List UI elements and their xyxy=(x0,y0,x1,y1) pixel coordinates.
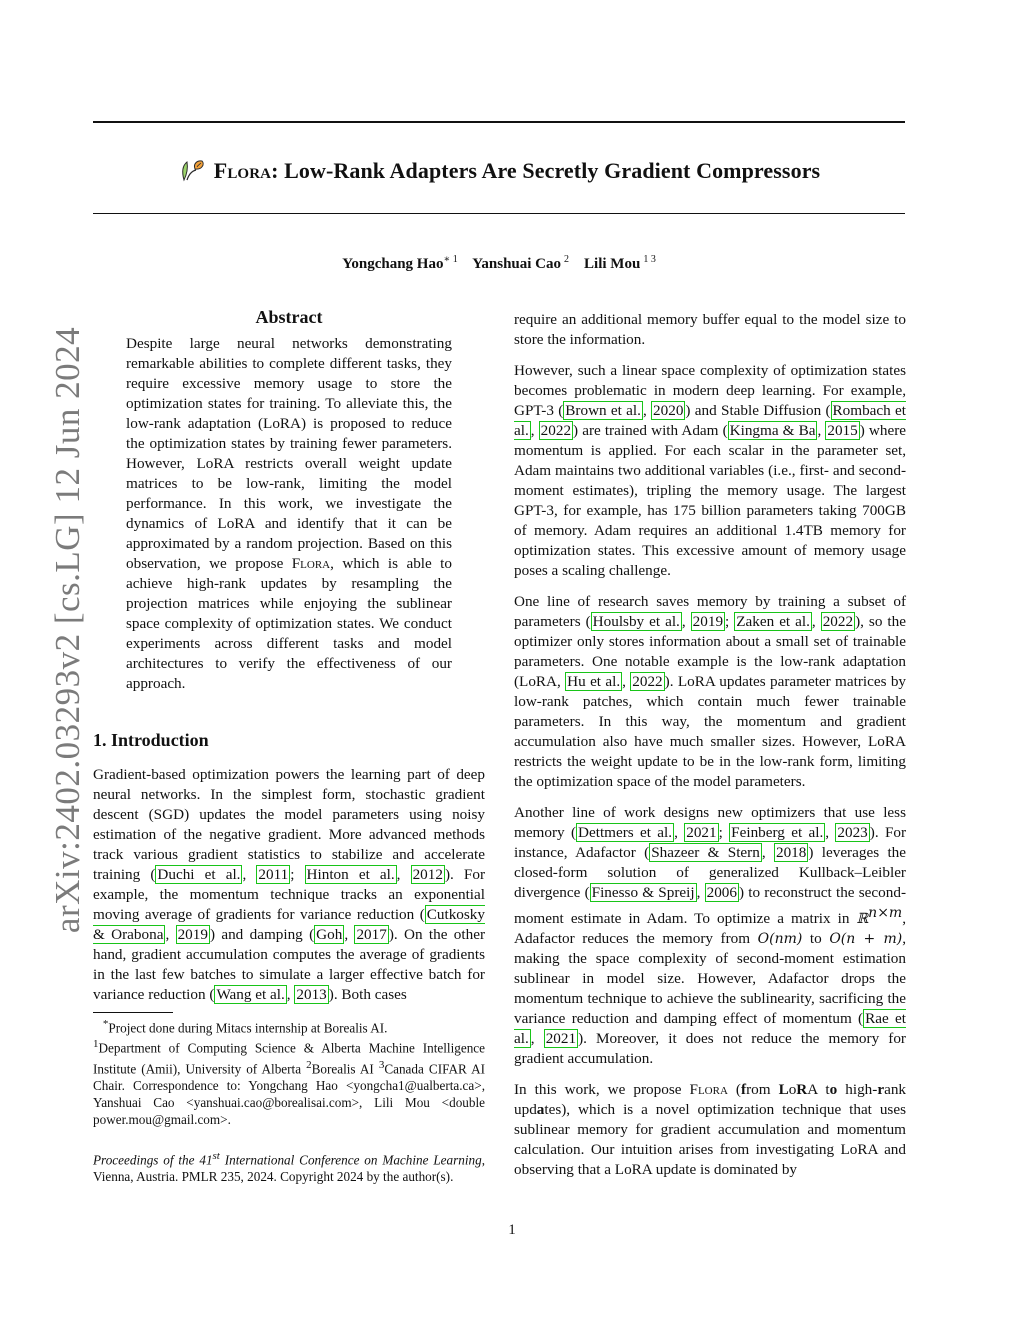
text: One line of research saves memory by training a subset of parameters ( xyxy=(514,593,906,630)
author-name: Lili Mou xyxy=(584,256,641,272)
author-affil: ∗ 1 xyxy=(443,254,458,265)
text: high- xyxy=(837,1081,878,1099)
citation-link[interactable]: 2021 xyxy=(545,1030,577,1048)
citation-link[interactable]: 2022 xyxy=(822,613,854,630)
proceedings-note xyxy=(93,1148,485,1185)
citation-link[interactable]: Rombach et al. xyxy=(514,402,907,439)
author-name: Yongchang Hao xyxy=(342,256,444,272)
citation-link[interactable]: Goh xyxy=(316,926,343,943)
text: In this work, we propose xyxy=(514,1081,690,1099)
text: However, such a linear space complexity of optimization states becomes problematic in modern deep learning. For example, GPT-3 ( xyxy=(514,362,906,419)
paragraph: Gradient-based optimization powers the learning part of deep neural networks. In the simplest form, stochastic gradient descent (SGD) updates the model parameters using noisy estimation of the negative gradient. More advanced methods track various gradient statistics to stabilize and accelerate training ( Duchi et al. , 2011 ; Hinton et al. , 2012 ). For example, the momentum technique tracks an exponential moving average of gradients for variance reduction ( Cutkosky & Orabona , 2019 ) and damping ( Goh , 2017 ). On the other hand, gradient accumulation computes the average of gradients in the last few batches to simulate a larger effective batch for variance reduction ( Wang et al. , 2013 ). Both cases xyxy=(93,766,486,1003)
footnote-mark: 3 xyxy=(378,1058,385,1071)
flora-name: Flora xyxy=(689,1081,728,1099)
text: Another line of work designs new optimizers that use less memory ( xyxy=(514,804,906,841)
acronym-letter: r xyxy=(877,1081,885,1099)
citation-link[interactable]: Feinberg et al. xyxy=(731,824,824,841)
introduction-body xyxy=(93,765,485,1016)
section-heading-introduction: 1. Introduction xyxy=(93,730,209,750)
citation-link[interactable]: Dettmers et al. xyxy=(578,824,673,841)
citation-link[interactable]: Brown et al. xyxy=(565,402,641,419)
paragraph: Another line of work designs new optimizers that use less memory ( Dettmers et al. , 2021 ; Feinberg et al. , 2023 ). For instance, Adafactor ( Shazeer & Stern , 2018 ) leverages the closed-form solution of generalized Kullback–Leibler divergence ( Finesso & Spreij , 2006 ) to reconstruct the second-moment estimate in Adam. To optimize a matrix in ℝ$^{n\times m}$, Adafactor reduces the memory from O(nm) to O(n + m), making the space complexity of second-moment estimation sublinear in model size. However, Adafactor drops the momentum technique to achieve the sublinearity, sacrificing the variance reduction and damping effect of momentum ( Rae et al. , 2021 ). Moreover, it does not reduce the memory for gradient accumulation. xyxy=(514,804,907,1068)
citation-link[interactable]: Wang et al. xyxy=(216,986,285,1003)
text: st xyxy=(212,1150,220,1162)
text: ) leverages the closed-form solution of generalized Kullback–Leibler divergence ( xyxy=(514,844,907,901)
text: , Vienna, Austria. PMLR 235, 2024. Copyright 2024 by the author(s). xyxy=(93,1152,485,1185)
text: ) to reconstruct the second-moment estimate in Adam. To optimize a matrix in xyxy=(514,884,906,928)
footnote-text: Canada CIFAR AI Chair. Correspondence to: Yongchang Hao <yongcha1@ualberta.ca>, Yanshuai Cao <yanshuai.cao@borealisai.com>, Lili Mou <double power.mou@gmail.com>. xyxy=(93,1061,485,1128)
citation-link[interactable]: 2013 xyxy=(296,986,327,1003)
citation-link[interactable]: Kingma & Ba xyxy=(729,422,816,439)
citation-link[interactable]: Shazeer & Stern xyxy=(651,844,760,861)
paragraph: One line of research saves memory by training a subset of parameters ( Houlsby et al. , 2019 ; Zaken et al. , 2022 ), so the optimizer only stores information about a small set of trainable parameters. One notable example is the low-rank adaptation (LoRA, Hu et al. , 2022 ). LoRA updates parameter matrices by low-rank patches, which contain much fewer trainable parameters. In this way, the momentum and gradient accumulation also have much smaller sizes. However, LoRA restricts the weight update to be in the low-rank form, limiting the optimization space of the model parameters. xyxy=(514,593,907,790)
flora-flower-icon xyxy=(178,158,206,188)
citation-link[interactable]: 2018 xyxy=(775,844,807,861)
citation-link[interactable]: 2020 xyxy=(653,402,684,419)
author-name: Yanshuai Cao xyxy=(472,256,562,272)
text: ). For instance, Adafactor ( xyxy=(514,824,907,861)
text: o xyxy=(788,1081,797,1099)
citation-link[interactable]: 2017 xyxy=(356,926,387,943)
abstract-text: Despite large neural networks demonstrating remarkable abilities to complete different tasks, they require excessive memory usage to store the optimization states for training. To alleviate this, the low-rank adaptation (LoRA) is proposed to reduce the optimization states by training fewer parameters. However, LoRA restricts overall weight update matrices to be low-rank, limiting the model performance. In this work, we investigate the dynamics of LoRA and identify that it can be approximated by a random projection. Based on this observation, we propose xyxy=(126,335,452,572)
citation-link[interactable]: 2012 xyxy=(412,866,443,883)
citation-link[interactable]: 2023 xyxy=(837,824,868,841)
text: ) and Stable Diffusion ( xyxy=(685,402,831,419)
footnote-text: Project done during Mitacs internship at Borealis AI. xyxy=(108,1020,388,1036)
text: ). Moreover, it does not reduce the memory for gradient accumulation. xyxy=(514,1030,906,1068)
citation-link[interactable]: 2006 xyxy=(706,884,737,901)
acronym-letter: a xyxy=(536,1101,545,1119)
text: A t xyxy=(807,1081,830,1099)
math-reals: ℝ xyxy=(856,911,869,928)
text: , making the space complexity of second-moment estimation sublinear in model size. However, Adafactor drops the momentum technique to achieve the sublinearity, sacrificing the variance reduction and damping effect of momentum ( xyxy=(514,930,907,1028)
citation-link[interactable]: 2021 xyxy=(686,824,717,841)
author-affil: 1 3 xyxy=(643,254,656,265)
citation-link[interactable]: Cutkosky & Orabona xyxy=(93,906,485,943)
page-number: 1 xyxy=(508,1222,516,1238)
math-complexity: O(n + m) xyxy=(829,931,903,948)
citation-link[interactable]: Houlsby et al. xyxy=(592,613,680,630)
footnote xyxy=(93,1036,485,1128)
citation-link[interactable]: Finesso & Spreij xyxy=(591,884,695,901)
author-list xyxy=(93,254,905,273)
paragraph: require an additional memory buffer equal to the model size to store the information. xyxy=(514,311,906,348)
abstract-body xyxy=(126,334,452,694)
citation-link[interactable]: 2022 xyxy=(632,673,663,690)
citation-link[interactable]: 2022 xyxy=(540,422,572,439)
text: Gradient-based optimization powers the learning part of deep neural networks. In the simplest form, stochastic gradient descent (SGD) updates the model parameters using noisy estimation of the negative gradient. More advanced methods track various gradient statistics to stabilize and accelerate training ( xyxy=(93,766,485,883)
arxiv-identifier: arXiv:2402.03293v2 [cs.LG] 12 Jun 2024 xyxy=(48,326,87,934)
citation-link[interactable]: Hinton et al. xyxy=(306,866,395,883)
footnote-mark: 1 xyxy=(93,1038,99,1051)
text: rom xyxy=(746,1081,779,1099)
footnotes xyxy=(93,1016,485,1128)
abstract-flora: Flora xyxy=(291,555,331,572)
text: ; xyxy=(290,866,305,883)
acronym-letter: o xyxy=(829,1081,838,1099)
acronym-letter: L xyxy=(778,1081,789,1099)
title-flora: Flora xyxy=(213,158,272,183)
citation-link[interactable]: 2015 xyxy=(827,422,858,439)
footnote-mark: 2 xyxy=(306,1058,312,1071)
citation-link[interactable]: Rae et al. xyxy=(514,1010,906,1048)
math-complexity: O(nm) xyxy=(757,931,803,948)
citation-link[interactable]: 2019 xyxy=(177,926,208,943)
title-rest: : Low-Rank Adapters Are Secretly Gradient Compressors xyxy=(271,158,821,183)
paper-title xyxy=(93,158,905,188)
citation-link[interactable]: Hu et al. xyxy=(567,673,621,690)
abstract-text: , which is able to achieve high-rank updates by resampling the projection matrices while enjoying the sublinear space complexity of optimization states. We conduct experiments across different tasks and model architectures to verify the effectiveness of our approach. xyxy=(126,555,452,692)
acronym-letter: R xyxy=(796,1081,808,1099)
text: ) and damping ( xyxy=(209,926,315,943)
text: tes), which is a novel optimization technique that uses sublinear memory for gradient accumulation and momentum calculation. Our intuition arises from investigating LoRA and observing that a LoRA update is dominated by xyxy=(514,1101,906,1179)
title-rule-bottom xyxy=(93,213,905,214)
footnote-rule xyxy=(93,1012,173,1013)
text: ( xyxy=(727,1081,741,1099)
paragraph: However, such a linear space complexity of optimization states becomes problematic in modern deep learning. For example, GPT-3 ( Brown et al. , 2020 ) and Stable Diffusion ( Rombach et al. , 2022 ) are trained with Adam ( Kingma & Ba , 2015 ) where momentum is applied. For each scalar in the parameter set, Adam maintains two additional variables (i.e., first- and second-moment estimates), tripling the memory usage. The largest GPT-3, for example, has 175 billion parameters taking 700GB of memory. Adam requires an additional 1.4TB memory for optimization states. This excessive amount of memory usage poses a scaling challenge. xyxy=(514,362,907,579)
citation-link[interactable]: Zaken et al. xyxy=(736,613,810,630)
footnote-text: Borealis AI xyxy=(311,1061,379,1077)
text: ; xyxy=(725,613,735,630)
citation-link[interactable]: 2011 xyxy=(258,866,289,883)
text: ; xyxy=(718,824,730,841)
text: ), so the optimizer only stores information about a small set of trainable parameters. One notable example is the low-rank adaptation (LoRA, xyxy=(514,613,906,690)
acronym-letter: f xyxy=(741,1081,747,1099)
text: International Conference on Machine Learning xyxy=(219,1152,482,1168)
text: ) are trained with Adam ( xyxy=(573,422,728,439)
text: , Adafactor reduces the memory from xyxy=(514,910,906,948)
text: ). For example, the momentum technique tracks an exponential moving average of gradients for variance reduction ( xyxy=(93,866,485,923)
text: ank upd xyxy=(514,1081,907,1119)
footnote-mark: * xyxy=(102,1018,109,1030)
citation-link[interactable]: 2019 xyxy=(692,613,724,630)
text: 41 xyxy=(199,1152,213,1168)
math-exponent: n×m xyxy=(868,905,903,921)
text: ). On the other hand, gradient accumulation computes the average of gradients in the last few batches to simulate a larger effective batch for variance reduction ( xyxy=(93,926,486,1003)
title-rule-top xyxy=(93,121,905,123)
citation-link[interactable]: Duchi et al. xyxy=(157,866,241,883)
text: ) where momentum is applied. For each scalar in the parameter set, Adam maintains two additional variables (i.e., first- and second-moment estimates), tripling the memory usage. The largest GPT-3, for example, has 175 billion parameters taking 700GB of memory. Adam requires an additional 1.4TB memory for optimization states. This excessive amount of memory usage poses a scaling challenge. xyxy=(514,422,906,579)
text: to xyxy=(802,930,830,948)
text: Proceedings of the xyxy=(93,1152,200,1168)
text: ). Both cases xyxy=(328,986,407,1003)
paragraph xyxy=(514,1080,906,1180)
author-affil: 2 xyxy=(564,254,570,265)
footnote xyxy=(93,1016,485,1036)
abstract-heading: Abstract xyxy=(255,307,323,327)
right-column xyxy=(514,310,906,1191)
footnote-text: Department of Computing Science & Alberta Machine Intelligence Institute (Amii), University of Alberta xyxy=(93,1040,485,1077)
text: ). LoRA updates parameter matrices by low-rank patches, which contain much fewer trainable parameters. In this way, the momentum and gradient accumulation also have much smaller sizes. However, LoRA restricts the weight update to be in the low-rank form, limiting the optimization space of the model parameters. xyxy=(514,673,907,790)
